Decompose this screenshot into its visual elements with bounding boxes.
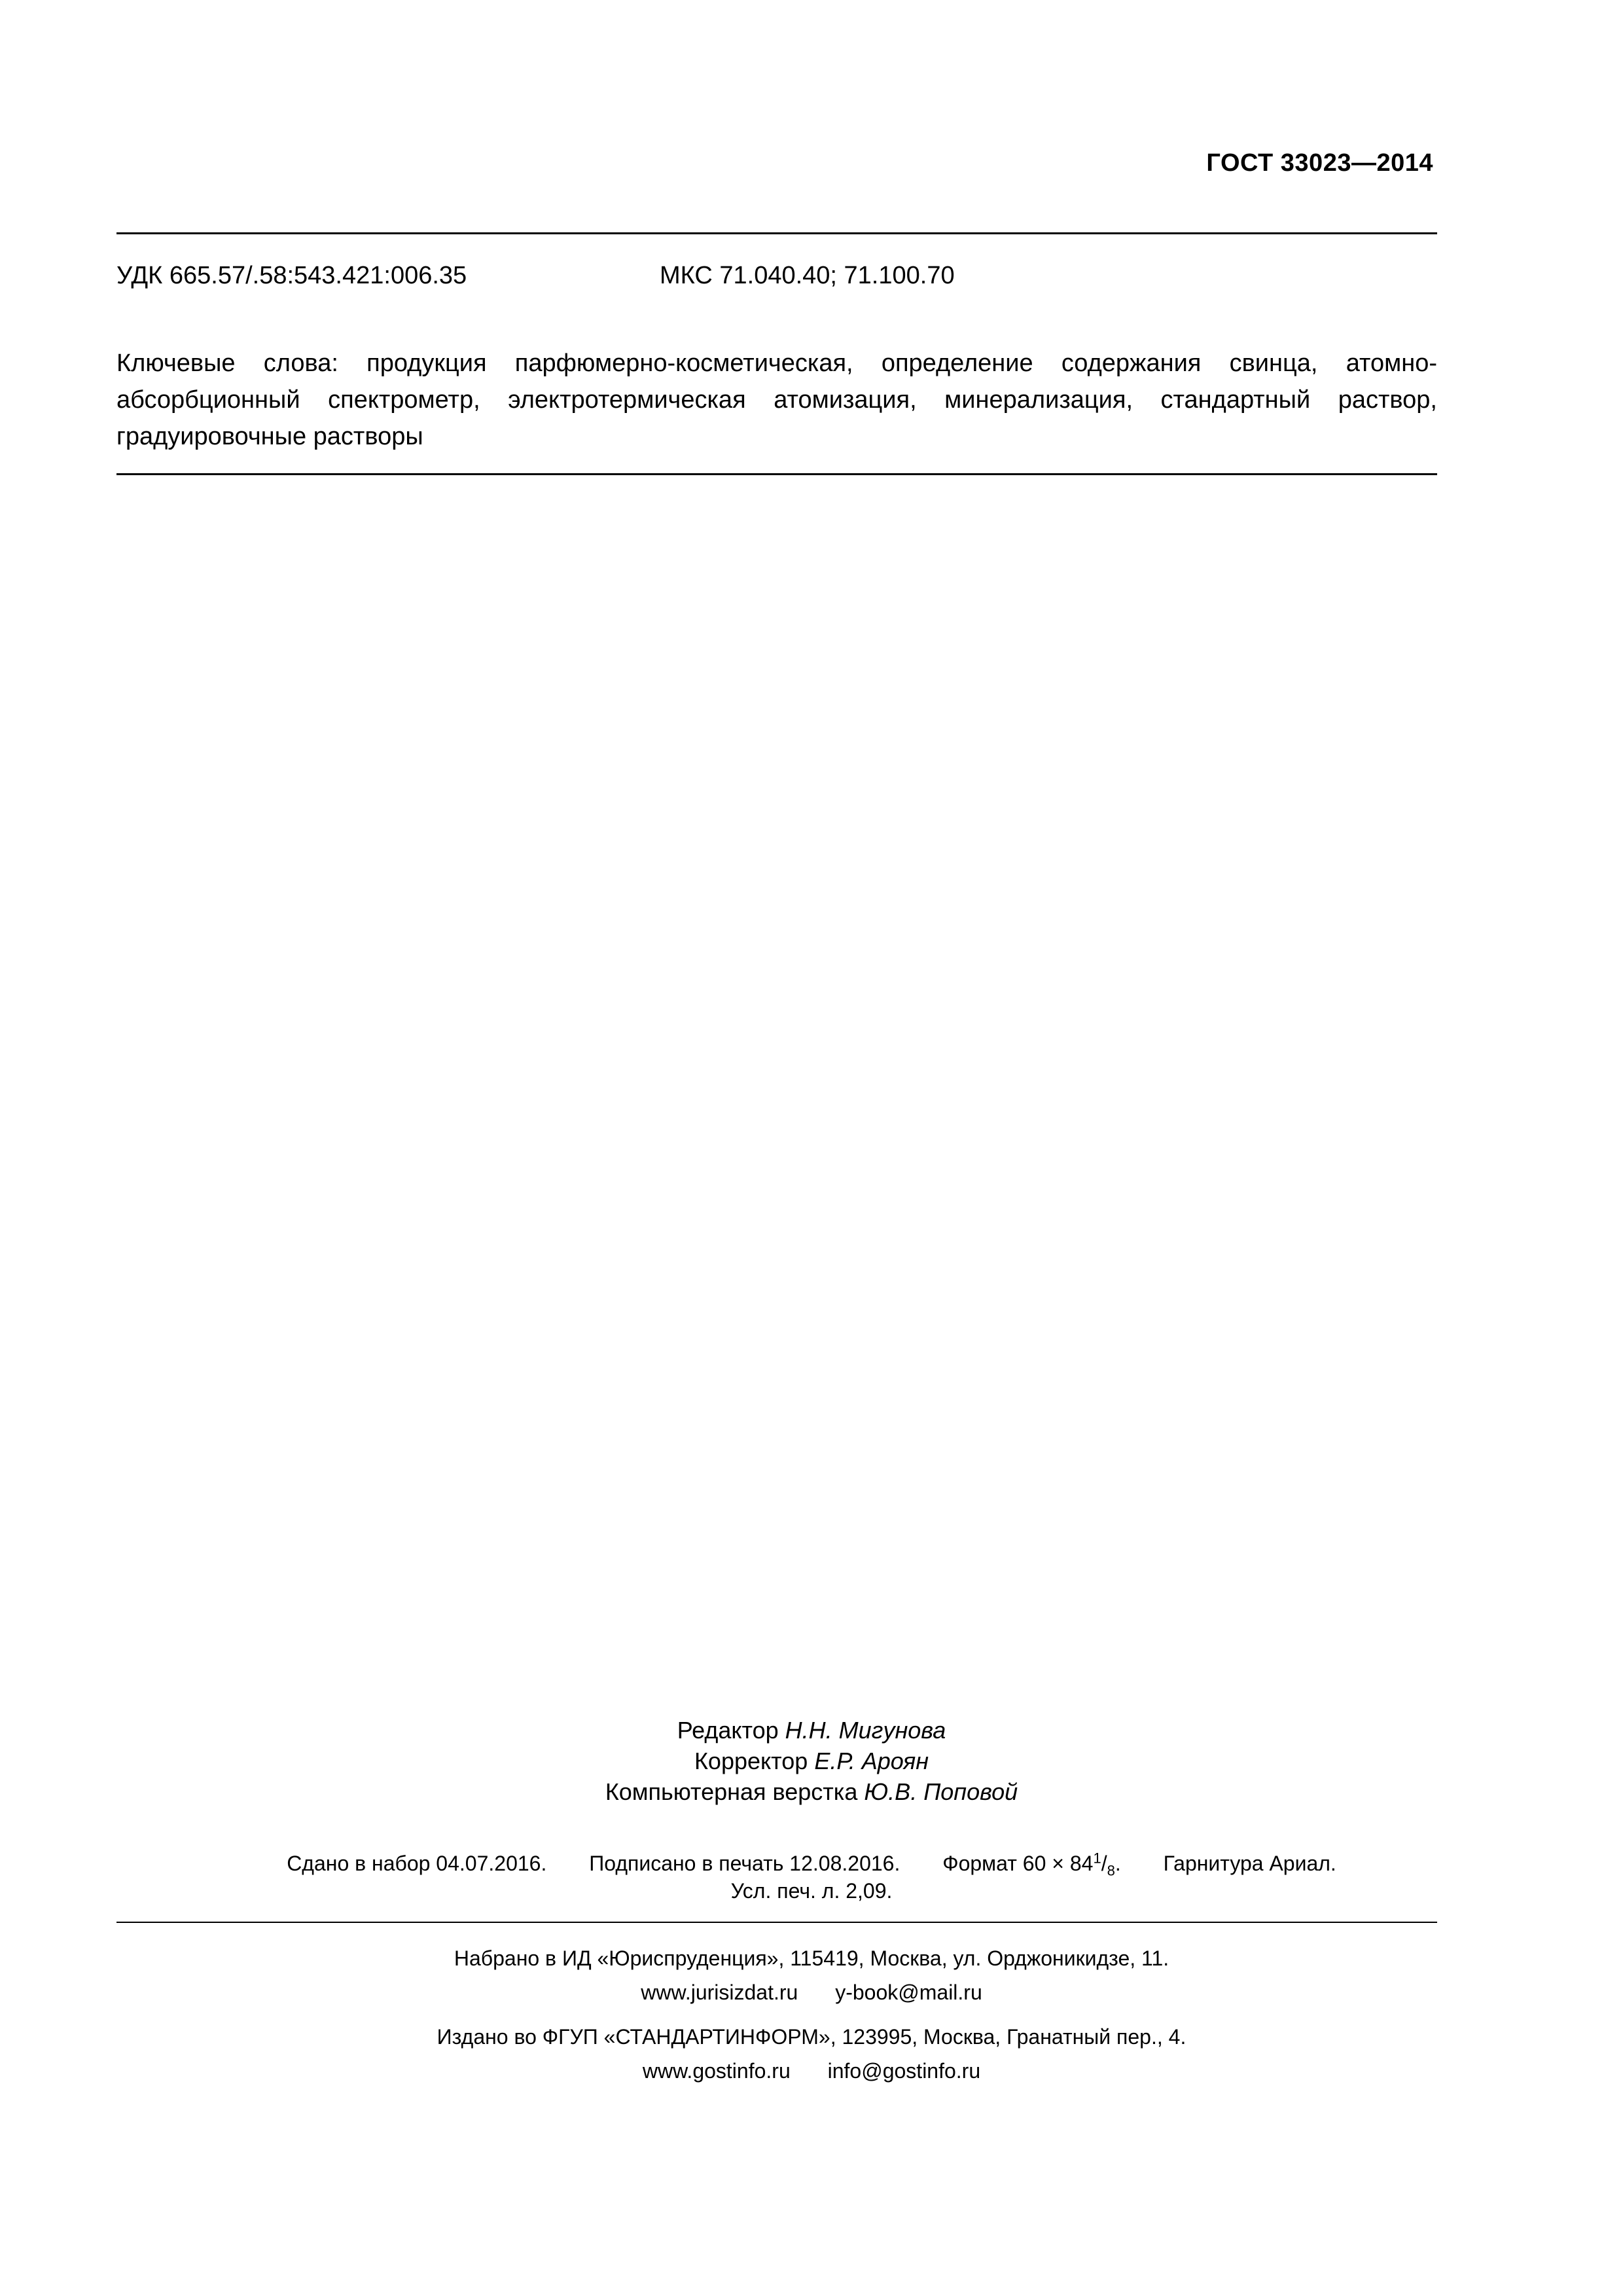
layout-line (0, 1776, 1623, 1807)
typeset-line: Набрано в ИД «Юриспруденция», 115419, Москва, ул. Орджоникидзе, 11. (454, 1946, 1169, 1970)
mks-code: МКС 71.040.40; 71.100.70 (660, 262, 955, 289)
print-info-block (0, 1850, 1623, 1905)
format-end: . (1115, 1852, 1121, 1875)
published-block (0, 2020, 1623, 2088)
signed-date: Подписано в печать 12.08.2016. (589, 1852, 901, 1875)
typeset-contacts (0, 1975, 1623, 2009)
editor-line (0, 1715, 1623, 1746)
layout-name: Ю.В. Поповой (864, 1778, 1018, 1805)
format-denominator: 8 (1107, 1862, 1115, 1879)
print-info-row (0, 1850, 1623, 1877)
keywords-paragraph: Ключевые слова: продукция парфюмерно-косметическая, определение содержания свинца, атомно-абсорбционный спектрометр, электротермическая атомизация, минерализация, стандартный раствор, градуировочные растворы (116, 350, 1437, 450)
corrector-name: Е.Р. Ароян (814, 1748, 929, 1774)
format-separator: / (1101, 1852, 1107, 1875)
typeface: Гарнитура Ариал. (1163, 1852, 1336, 1875)
bottom-divider (116, 1922, 1437, 1923)
typeset-block (0, 1941, 1623, 2009)
corrector-label: Корректор (694, 1748, 808, 1774)
credits-block (0, 1715, 1623, 1807)
top-divider (116, 232, 1437, 234)
editor-label: Редактор (677, 1717, 779, 1744)
format-numerator: 1 (1093, 1850, 1101, 1867)
document-code: ГОСТ 33023—2014 (1206, 149, 1433, 177)
format-prefix: Формат 60 × 84 (942, 1852, 1094, 1875)
editor-name: Н.Н. Мигунова (785, 1717, 946, 1744)
published-line: Издано во ФГУП «СТАНДАРТИНФОРМ», 123995, Москва, Гранатный пер., 4. (437, 2025, 1186, 2049)
middle-divider (116, 473, 1437, 475)
published-contacts (0, 2054, 1623, 2088)
layout-label: Компьютерная верстка (605, 1778, 858, 1805)
published-email-link[interactable]: info@gostinfo.ru (827, 2059, 981, 2083)
print-sheets: Усл. печ. л. 2,09. (730, 1879, 893, 1903)
corrector-line (0, 1746, 1623, 1776)
submitted-date: Сдано в набор 04.07.2016. (287, 1852, 547, 1875)
published-site-link[interactable]: www.gostinfo.ru (642, 2059, 791, 2083)
typeset-site-link[interactable]: www.jurisizdat.ru (641, 1981, 798, 2004)
typeset-email-link[interactable]: y-book@mail.ru (835, 1981, 982, 2004)
paper-format (942, 1850, 1121, 1879)
udk-code: УДК 665.57/.58:543.421:006.35 (116, 262, 467, 289)
